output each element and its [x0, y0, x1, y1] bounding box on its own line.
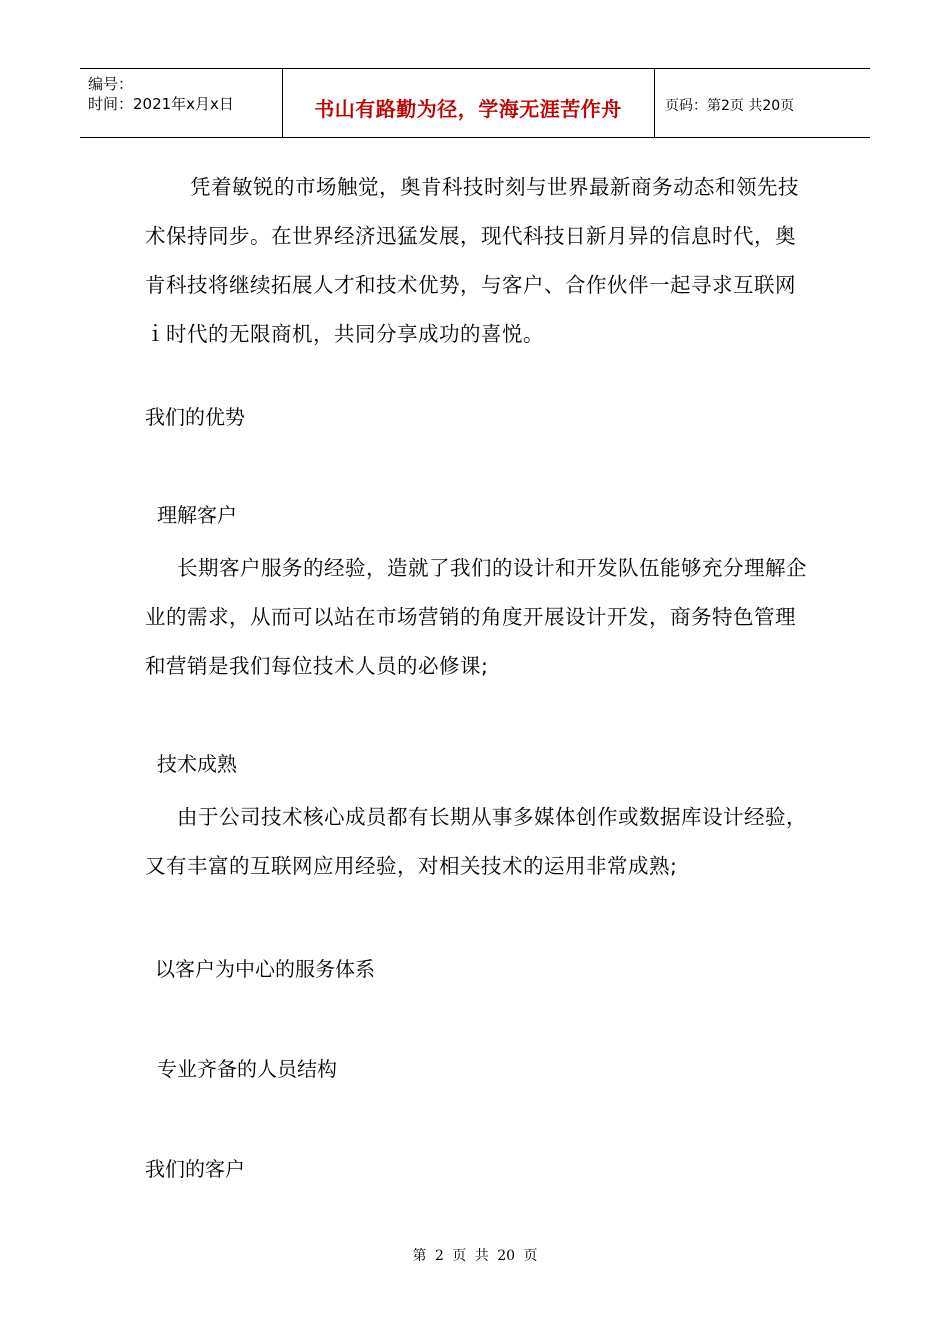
subsection-title-mature: 技术成熟 — [157, 752, 237, 776]
header-motto: 书山有路勤为径，学海无涯苦作舟 — [314, 97, 622, 121]
header-left-cell — [80, 69, 283, 137]
document-time-label: 时间：2021年x月x日 — [88, 95, 234, 113]
subsection-title-staff: 专业齐备的人员结构 — [157, 1057, 337, 1081]
document-body — [145, 163, 815, 1184]
subsection-title-service: 以客户为中心的服务体系 — [155, 957, 375, 981]
header-middle-cell — [282, 69, 655, 137]
section-title-clients: 我们的客户 — [145, 1157, 245, 1181]
mature-paragraph: 由于公司技术核心成员都有长期从事多媒体创作或数据库设计经验，又有丰富的互联网应用经验，对相关技术的运用非常成熟; — [145, 805, 807, 878]
page-header — [80, 68, 870, 138]
understand-paragraph: 长期客户服务的经验，造就了我们的设计和开发队伍能够充分理解企业的需求，从而可以站在市场营销的角度开展设计开发，商务特色管理和营销是我们每位技术人员的必修课; — [145, 556, 807, 678]
document-number-label: 编号： — [88, 75, 134, 93]
header-page-info: 页码：第2页 共20页 — [665, 98, 795, 114]
page-footer: 第 2 页 共 20 页 — [412, 1248, 538, 1264]
header-right-cell — [655, 69, 870, 137]
intro-paragraph: 凭着敏锐的市场触觉，奥肯科技时刻与世界最新商务动态和领先技术保持同步。在世界经济迅猛发展，现代科技日新月异的信息时代，奥肯科技将继续拓展人才和技术优势，与客户、合作伙伴一起寻求互联网ｉ时代的无限商机，共同分享成功的喜悦。 — [145, 175, 799, 346]
subsection-title-understand: 理解客户 — [157, 503, 237, 527]
section-title-advantages: 我们的优势 — [145, 405, 245, 429]
